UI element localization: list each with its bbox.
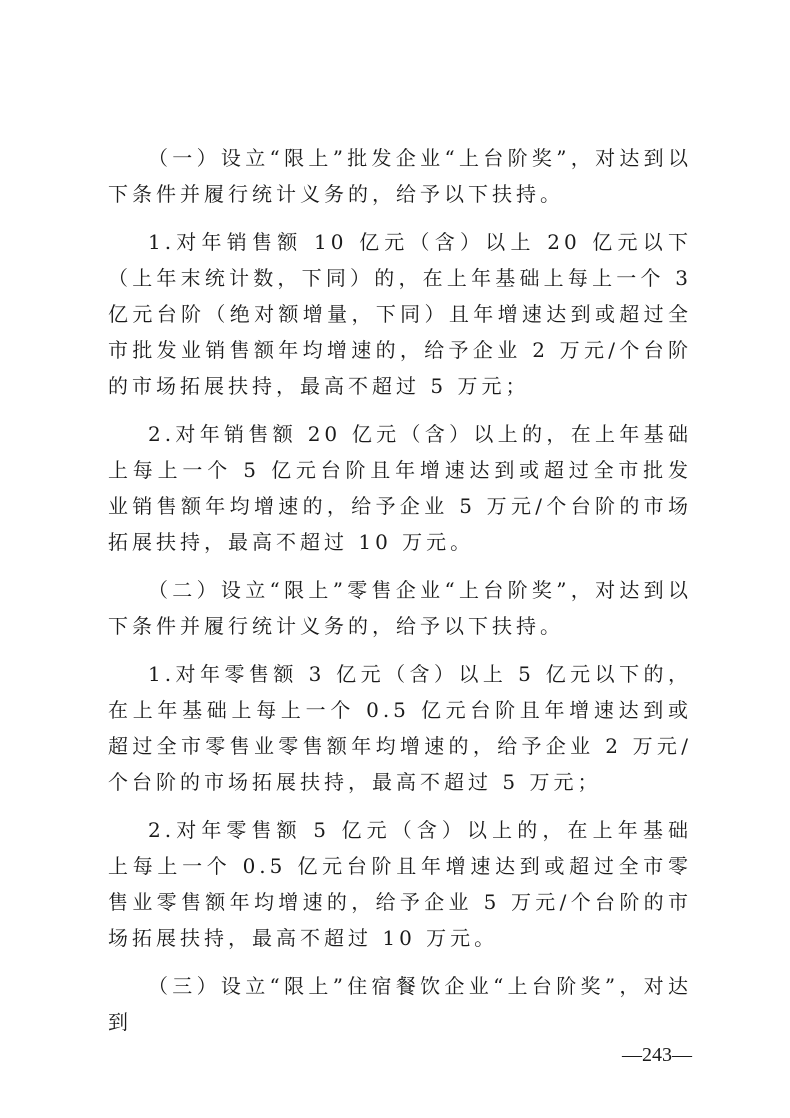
paragraph-hospitality-heading: （三）设立“限上”住宿餐饮企业“上台阶奖”，对达到 bbox=[108, 974, 692, 1034]
page-number: —243— bbox=[622, 1044, 692, 1066]
paragraph-wholesale-item-1: 1.对年销售额 10 亿元（含）以上 20 亿元以下（上年末统计数，下同）的，在上年基础上每上一个 3 亿元台阶（绝对额增量，下同）且年增速达到或超过全市批发业销售额年均增速的，给予企业 2 万元/个台阶的市场拓展扶持，最高不超过 5 万元； bbox=[108, 230, 692, 398]
paragraph-retail-heading: （二）设立“限上”零售企业“上台阶奖”，对达到以下条件并履行统计义务的，给予以下扶持。 bbox=[108, 578, 692, 638]
document-body bbox=[108, 140, 692, 1052]
paragraph-retail-item-2: 2.对年零售额 5 亿元（含）以上的，在上年基础上每上一个 0.5 亿元台阶且年增速达到或超过全市零售业零售额年均增速的，给予企业 5 万元/个台阶的市场拓展扶持，最高不超过 10 万元。 bbox=[108, 818, 692, 950]
paragraph-retail-item-1: 1.对年零售额 3 亿元（含）以上 5 亿元以下的，在上年基础上每上一个 0.5 亿元台阶且年增速达到或超过全市零售业零售额年均增速的，给予企业 2 万元/个台阶的市场拓展扶持，最高不超过 5 万元； bbox=[108, 662, 692, 794]
paragraph-wholesale-heading: （一）设立“限上”批发企业“上台阶奖”，对达到以下条件并履行统计义务的，给予以下扶持。 bbox=[108, 146, 692, 206]
paragraph-wholesale-item-2: 2.对年销售额 20 亿元（含）以上的，在上年基础上每上一个 5 亿元台阶且年增速达到或超过全市批发业销售额年均增速的，给予企业 5 万元/个台阶的市场拓展扶持，最高不超过 10 万元。 bbox=[108, 422, 692, 554]
